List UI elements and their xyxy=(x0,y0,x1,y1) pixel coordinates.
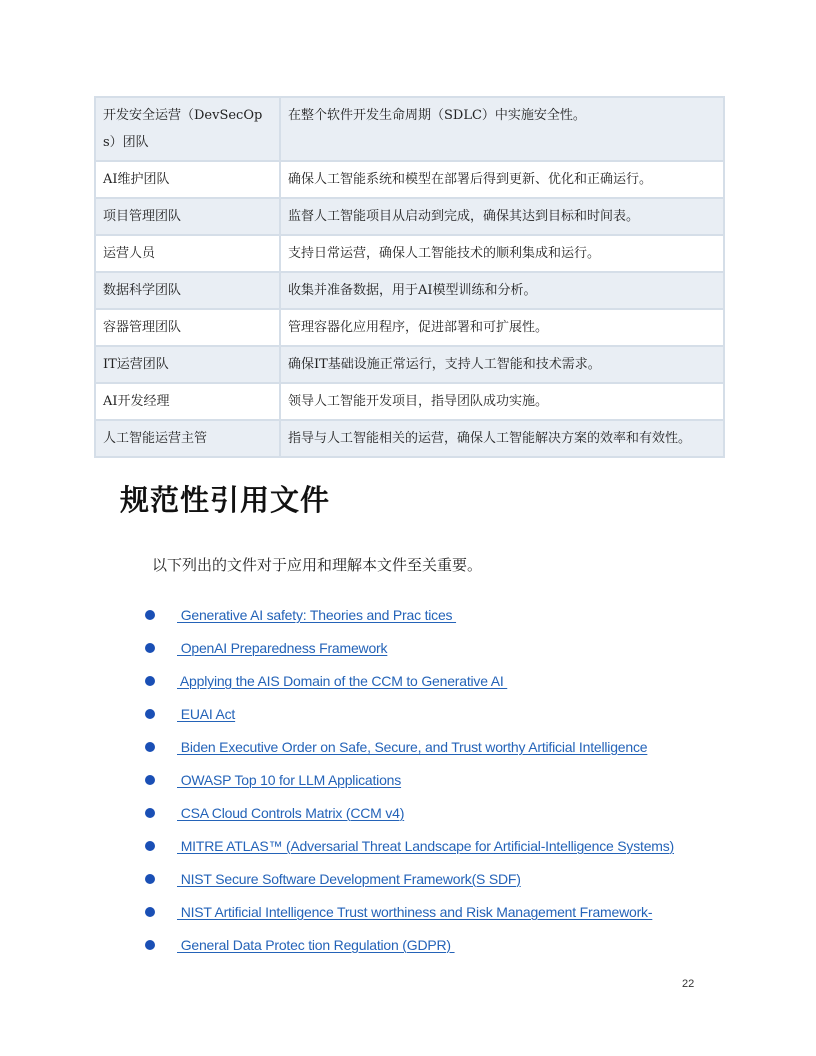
list-item xyxy=(145,862,674,895)
role-cell: IT运营团队 xyxy=(95,346,280,383)
description-cell: 收集并准备数据，用于AI模型训练和分析。 xyxy=(280,272,724,309)
table-row xyxy=(95,272,724,309)
description-cell: 监督人工智能项目从启动到完成，确保其达到目标和时间表。 xyxy=(280,198,724,235)
bullet-icon xyxy=(145,907,155,917)
list-item xyxy=(145,928,674,961)
bullet-icon xyxy=(145,841,155,851)
list-item xyxy=(145,664,674,697)
reference-link-ais-domain-ccm[interactable]: Applying the AIS Domain of the CCM to Generative AI xyxy=(177,672,508,689)
reference-link-nist-ssdf[interactable]: NIST Secure Software Development Framework(S SDF) xyxy=(177,870,521,887)
reference-link-owasp-top10[interactable]: OWASP Top 10 for LLM Applications xyxy=(177,771,402,788)
description-cell: 确保IT基础设施正常运行，支持人工智能和技术需求。 xyxy=(280,346,724,383)
bullet-icon xyxy=(145,808,155,818)
bullet-icon xyxy=(145,874,155,884)
description-cell: 领导人工智能开发项目，指导团队成功实施。 xyxy=(280,383,724,420)
bullet-icon xyxy=(145,742,155,752)
description-cell: 在整个软件开发生命周期（SDLC）中实施安全性。 xyxy=(280,97,724,161)
table-row xyxy=(95,383,724,420)
table-row xyxy=(95,97,724,161)
bullet-icon xyxy=(145,775,155,785)
list-item xyxy=(145,796,674,829)
bullet-icon xyxy=(145,610,155,620)
list-item xyxy=(145,697,674,730)
reference-link-gdpr[interactable]: General Data Protec tion Regulation (GDPR) xyxy=(177,936,455,953)
role-cell: 运营人员 xyxy=(95,235,280,272)
reference-link-biden-executive-order[interactable]: Biden Executive Order on Safe, Secure, and Trust worthy Artificial Intelligence xyxy=(177,738,648,755)
role-cell: 人工智能运营主管 xyxy=(95,420,280,457)
list-item xyxy=(145,730,674,763)
bullet-icon xyxy=(145,676,155,686)
reference-link-generative-ai-safety[interactable]: Generative AI safety: Theories and Prac tices xyxy=(177,606,457,623)
intro-text: 以下列出的文件对于应用和理解本文件至关重要。 xyxy=(152,556,483,574)
page-number: 22 xyxy=(682,978,695,990)
role-cell: 项目管理团队 xyxy=(95,198,280,235)
reference-link-nist-ai-rmf[interactable]: NIST Artificial Intelligence Trust worthiness and Risk Management Framework- xyxy=(177,903,653,920)
list-item xyxy=(145,598,674,631)
description-cell: 指导与人工智能相关的运营，确保人工智能解决方案的效率和有效性。 xyxy=(280,420,724,457)
table-row xyxy=(95,235,724,272)
role-cell: 容器管理团队 xyxy=(95,309,280,346)
table-row xyxy=(95,198,724,235)
table-row xyxy=(95,309,724,346)
bullet-icon xyxy=(145,709,155,719)
roles-table xyxy=(94,96,725,458)
description-cell: 支持日常运营，确保人工智能技术的顺利集成和运行。 xyxy=(280,235,724,272)
reference-list xyxy=(145,598,674,961)
role-cell: AI维护团队 xyxy=(95,161,280,198)
table-row xyxy=(95,420,724,457)
bullet-icon xyxy=(145,940,155,950)
section-heading: 规范性引用文件 xyxy=(120,483,331,517)
table-row xyxy=(95,161,724,198)
description-cell: 管理容器化应用程序，促进部署和可扩展性。 xyxy=(280,309,724,346)
reference-link-csa-ccm[interactable]: CSA Cloud Controls Matrix (CCM v4) xyxy=(177,804,405,821)
role-cell: AI开发经理 xyxy=(95,383,280,420)
list-item xyxy=(145,763,674,796)
role-cell: 开发安全运营（DevSecOps）团队 xyxy=(95,97,280,161)
list-item xyxy=(145,829,674,862)
reference-link-mitre-atlas[interactable]: MITRE ATLAS™ (Adversarial Threat Landscape for Artificial-Intelligence Systems) xyxy=(177,837,675,854)
role-cell: 数据科学团队 xyxy=(95,272,280,309)
description-cell: 确保人工智能系统和模型在部署后得到更新、优化和正确运行。 xyxy=(280,161,724,198)
reference-link-eu-ai-act[interactable]: EUAI Act xyxy=(177,705,236,722)
table-row xyxy=(95,346,724,383)
list-item xyxy=(145,631,674,664)
list-item xyxy=(145,895,674,928)
bullet-icon xyxy=(145,643,155,653)
reference-link-openai-preparedness[interactable]: OpenAI Preparedness Framework xyxy=(177,639,388,656)
